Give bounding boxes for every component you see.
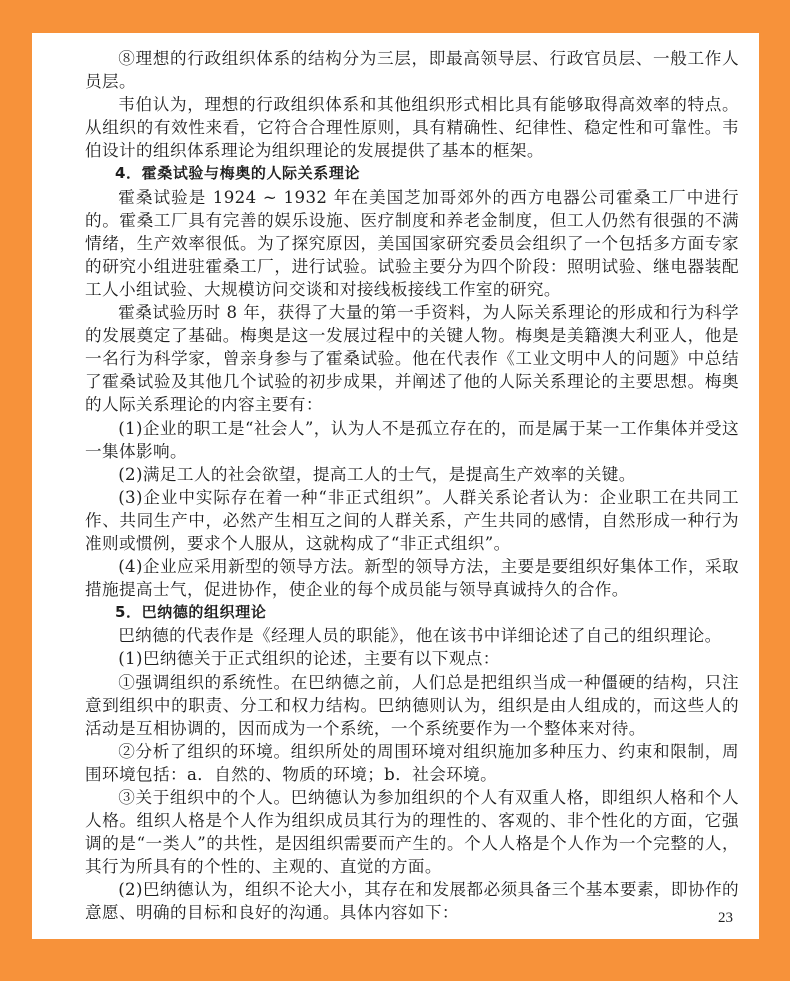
paragraph: (3)企业中实际存在着一种“非正式组织”。人群关系论者认为：企业职工在共同工作、共同生产中，必然产生相互之间的人群关系，产生共同的感情，自然形成一种行为准则或惯例，要求个人服从，这就构成了“非正式组织”。	[85, 487, 739, 553]
paragraph: (1)企业的职工是“社会人”，认为人不是孤立存在的，而是属于某一工作集体并受这一集体影响。	[85, 418, 739, 461]
paragraph: ①强调组织的系统性。在巴纳德之前，人们总是把组织当成一种僵硬的结构，只注意到组织中的职责、分工和权力结构。巴纳德则认为，组织是由人组成的，而这些人的活动是互相协调的，因而成为一个系统，一个系统要作为一个整体来对待。	[85, 672, 739, 738]
page-number: 23	[718, 910, 733, 926]
document-body	[85, 47, 739, 925]
paragraph: ⑧理想的行政组织体系的结构分为三层，即最高领导层、行政官员层、一般工作人员层。	[85, 49, 739, 92]
paragraph: (2)巴纳德认为，组织不论大小，其存在和发展都必须具备三个基本要素，即协作的意愿、明确的目标和良好的沟通。具体内容如下：	[85, 880, 739, 923]
paragraph: 霍桑试验是 1924 ~ 1932 年在美国芝加哥郊外的西方电器公司霍桑工厂中进行的。霍桑工厂具有完善的娱乐设施、医疗制度和养老金制度，但工人仍然有很强的不满情绪，生产效率很低。为了探究原因，美国国家研究委员会组织了一个包括多方面专家的研究小组进驻霍桑工厂，进行试验。试验主要分为四个阶段：照明试验、继电器装配工人小组试验、大规模访问交谈和对接线板接线工作室的研究。	[85, 187, 739, 299]
paragraph: 巴纳德的代表作是《经理人员的职能》，他在该书中详细论述了自己的组织理论。	[118, 626, 722, 646]
paragraph: 韦伯认为，理想的行政组织体系和其他组织形式相比具有能够取得高效率的特点。从组织的有效性来看，它符合合理性原则，具有精确性、纪律性、稳定性和可靠性。韦伯设计的组织体系理论为组织理论的发展提供了基本的框架。	[85, 95, 739, 161]
document-page	[32, 33, 759, 939]
paragraph: ②分析了组织的环境。组织所处的周围环境对组织施加多种压力、约束和限制，周围环境包括：a．自然的、物质的环境；b．社会环境。	[85, 741, 739, 784]
paragraph: ③关于组织中的个人。巴纳德认为参加组织的个人有双重人格，即组织人格和个人人格。组织人格是个人作为组织成员其行为的理性的、客观的、非个性化的方面，它强调的是“一类人”的共性，是因组织需要而产生的。个人人格是个人作为一个完整的人，其行为所具有的个性的、主观的、直觉的方面。	[85, 788, 739, 877]
paragraph: (2)满足工人的社会欲望，提高工人的士气，是提高生产效率的关键。	[118, 464, 636, 484]
paragraph: (1)巴纳德关于正式组织的论述，主要有以下观点：	[118, 649, 500, 669]
section-heading: 4．霍桑试验与梅奥的人际关系理论	[115, 164, 361, 183]
paragraph: (4)企业应采用新型的领导方法。新型的领导方法，主要是要组织好集体工作，采取措施提高士气，促进协作，使企业的每个成员能与领导真诚持久的合作。	[85, 557, 739, 600]
section-heading: 5．巴纳德的组织理论	[115, 603, 267, 622]
paragraph: 霍桑试验历时 8 年，获得了大量的第一手资料，为人际关系理论的形成和行为科学的发展奠定了基础。梅奥是这一发展过程中的关键人物。梅奥是美籍澳大利亚人，他是一名行为科学家，曾亲身参与了霍桑试验。他在代表作《工业文明中人的问题》中总结了霍桑试验及其他几个试验的初步成果，并阐述了他的人际关系理论的主要思想。梅奥的人际关系理论的内容主要有：	[85, 303, 739, 415]
